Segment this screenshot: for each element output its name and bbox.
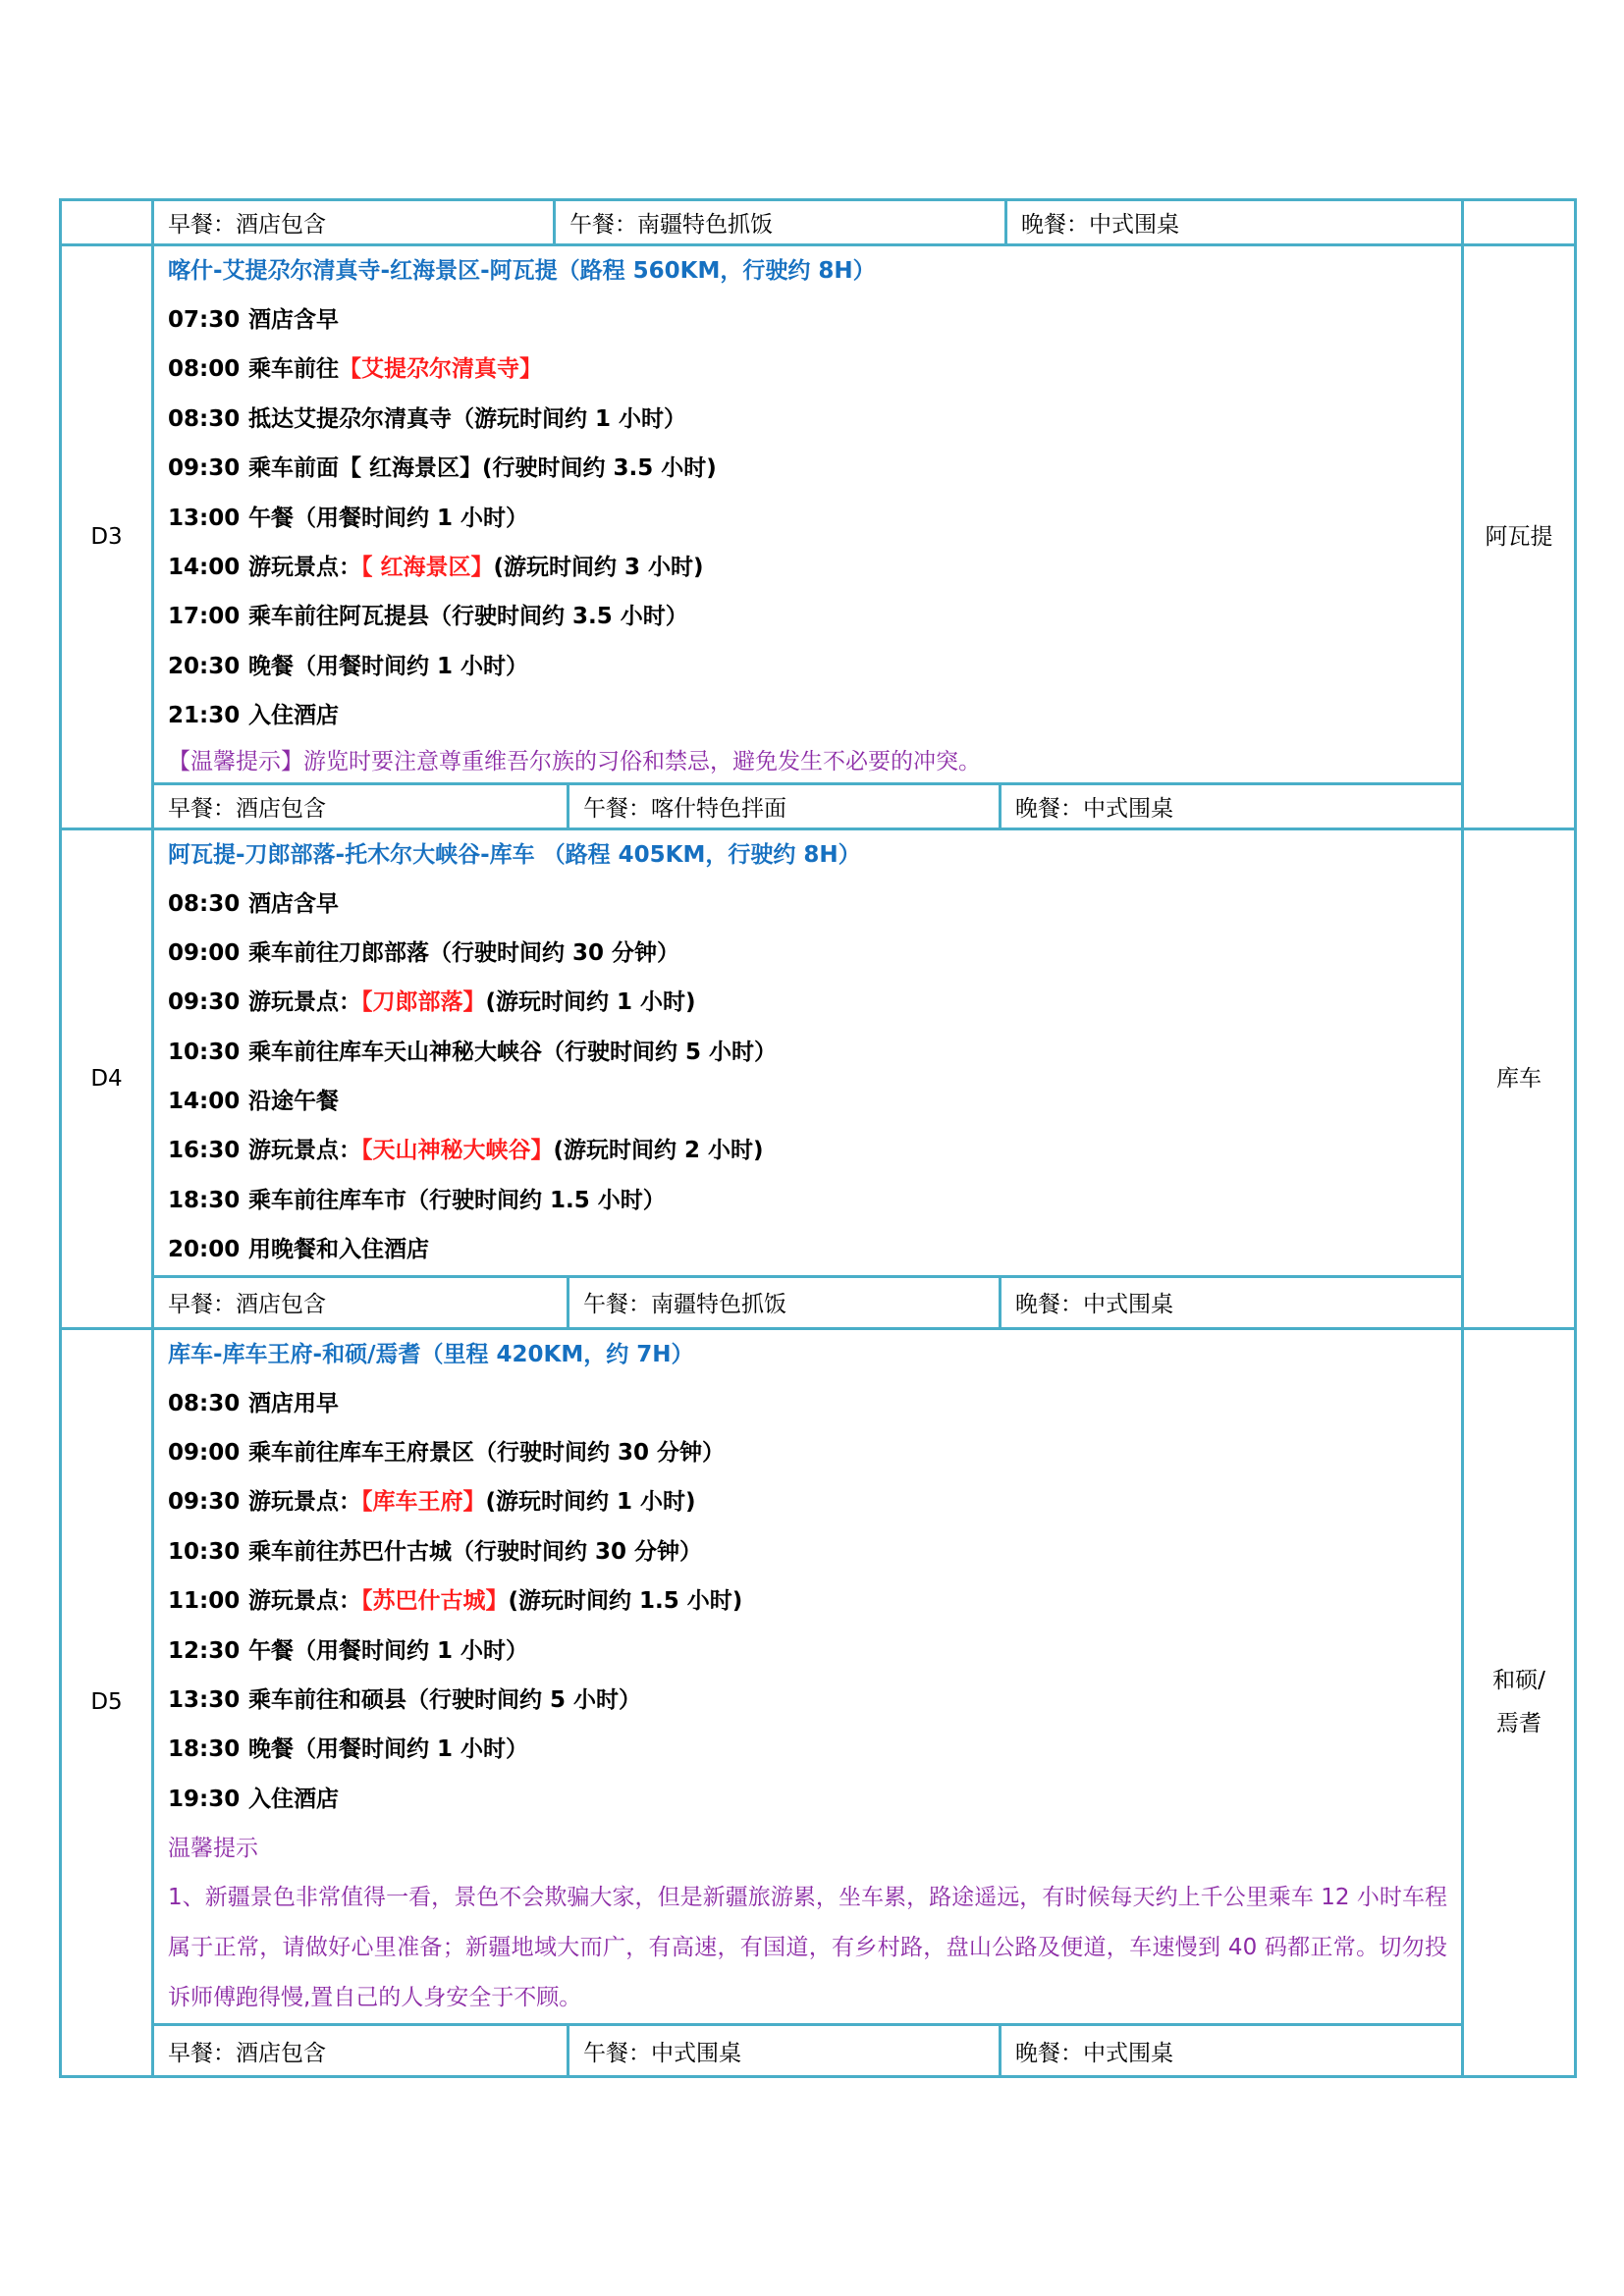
itinerary-table: [59, 198, 1577, 2078]
schedule-item: [168, 929, 1447, 978]
schedule-text: 沿途午餐: [248, 1089, 339, 1115]
schedule-time: 14:00: [168, 554, 241, 580]
schedule-time: 09:30: [168, 989, 241, 1016]
dinner-label: 晚餐：中式围桌: [999, 1278, 1461, 1327]
hotel-label: 库车: [1463, 828, 1576, 1328]
schedule-text: 酒店含早: [248, 890, 339, 917]
highlight-attraction: 【 红海景区】: [361, 554, 494, 580]
day-cell-empty: [61, 200, 153, 245]
hotel-cell-empty: [1463, 200, 1576, 245]
schedule-item: [168, 592, 1447, 641]
schedule-time: 14:00: [168, 1089, 241, 1115]
schedule-text: 入住酒店: [248, 1786, 339, 1812]
schedule-time: 20:30: [168, 653, 241, 679]
schedule-item: [168, 494, 1447, 543]
dinner-label: 晚餐：中式围桌: [999, 2026, 1461, 2075]
schedule-text: 乘车前面【 红海景区】(行驶时间约 3.5 小时): [248, 455, 717, 482]
meal-cell: [153, 200, 1463, 245]
schedule-text: (游玩时间约 1 小时): [485, 989, 696, 1016]
highlight-attraction: 【库车王府】: [361, 1489, 486, 1516]
schedule-item: [168, 1077, 1447, 1126]
schedule-time: 21:30: [168, 703, 241, 729]
highlight-attraction: 【天山神秘大峡谷】: [361, 1138, 554, 1164]
highlight-attraction: 【艾提尕尔清真寺】: [339, 356, 542, 383]
day-label: D3: [61, 245, 153, 829]
breakfast-label: 早餐：酒店包含: [168, 1292, 326, 1318]
schedule-item: [168, 880, 1447, 929]
schedule-item: [168, 395, 1447, 444]
schedule-text: 晚餐（用餐时间约 1 小时）: [248, 1736, 529, 1763]
dinner-label: 晚餐：中式围桌: [999, 785, 1461, 828]
lunch-label: 午餐：南疆特色抓饭: [553, 201, 1004, 243]
schedule-time: 19:30: [168, 1786, 241, 1812]
schedule-item: [168, 642, 1447, 691]
schedule-item: [168, 1725, 1447, 1774]
day-row-d4: [61, 828, 1576, 1276]
schedule-text: 乘车前往苏巴什古城（行驶时间约 30 分钟）: [248, 1538, 703, 1565]
schedule-text: (游玩时间约 2 小时): [553, 1138, 764, 1164]
hotel-label: [1463, 1328, 1576, 2077]
schedule-text: 乘车前往库车天山神秘大峡谷（行驶时间约 5 小时）: [248, 1039, 778, 1065]
schedule-text: 乘车前往: [248, 356, 339, 383]
breakfast-label: 早餐：酒店包含: [168, 212, 326, 238]
schedule-time: 20:00: [168, 1237, 241, 1263]
lunch-label: 午餐：中式围桌: [567, 2026, 999, 2075]
schedule-item: [168, 1428, 1447, 1477]
day-label: D4: [61, 828, 153, 1328]
tip-text: 【温馨提示】游览时要注意尊重维吾尔族的习俗和禁忌，避免发生不必要的冲突。: [168, 748, 981, 774]
schedule-text: 晚餐（用餐时间约 1 小时）: [248, 653, 529, 679]
lunch-label: 午餐：南疆特色抓饭: [567, 1278, 999, 1327]
schedule-time: 13:00: [168, 505, 241, 531]
schedule-item: [168, 1176, 1447, 1225]
hotel-line-2: 焉耆: [1496, 1711, 1542, 1737]
highlight-attraction: 【刀郎部落】: [361, 989, 486, 1016]
schedule-time: 18:30: [168, 1736, 241, 1763]
meal-row-d3: [61, 783, 1576, 828]
schedule-item: [168, 1576, 1447, 1626]
schedule-item: [168, 1126, 1447, 1175]
schedule-time: 09:00: [168, 1440, 241, 1467]
schedule-item: [168, 1225, 1447, 1274]
meal-row-d5: [61, 2025, 1576, 2077]
meal-cell: [153, 783, 1463, 828]
schedule-list: [168, 295, 1447, 741]
schedule-item: [168, 444, 1447, 493]
schedule-text: 入住酒店: [248, 703, 339, 729]
schedule-item: [168, 691, 1447, 740]
schedule-time: 09:30: [168, 455, 241, 482]
schedule-text: (游玩时间约 1.5 小时): [508, 1588, 743, 1615]
schedule-item: [168, 345, 1447, 394]
schedule-time: 16:30: [168, 1138, 241, 1164]
schedule-text: 游玩景点：: [248, 1489, 361, 1516]
schedule-text: 游玩景点：: [248, 1588, 361, 1615]
schedule-text: (游玩时间约 1 小时): [485, 1489, 696, 1516]
schedule-text: 用晚餐和入住酒店: [248, 1237, 429, 1263]
schedule-time: 10:30: [168, 1538, 241, 1565]
schedule-list: [168, 880, 1447, 1275]
schedule-text: 酒店含早: [248, 307, 339, 333]
route-title: 阿瓦提-刀郎部落-托木尔大峡谷-库车 （路程 405KM，行驶约 8H）: [168, 841, 861, 868]
day-label: D5: [61, 1328, 153, 2077]
breakfast-label: 早餐：酒店包含: [168, 2040, 326, 2066]
schedule-time: 09:00: [168, 939, 241, 966]
schedule-item: [168, 1379, 1447, 1428]
schedule-text: 游玩景点：: [248, 989, 361, 1016]
route-title: 库车-库车王府-和硕/焉耆（里程 420KM，约 7H）: [168, 1341, 694, 1367]
schedule-time: 12:30: [168, 1637, 241, 1664]
schedule-item: [168, 1028, 1447, 1077]
schedule-text: (游玩时间约 3 小时): [493, 554, 704, 580]
schedule-text: 酒店用早: [248, 1390, 339, 1416]
breakfast-label: 早餐：酒店包含: [168, 795, 326, 822]
schedule-time: 08:30: [168, 890, 241, 917]
dinner-label: 晚餐：中式围桌: [1004, 201, 1461, 243]
schedule-item: [168, 1775, 1447, 1824]
schedule-time: 08:30: [168, 1390, 241, 1416]
hotel-label: 阿瓦提: [1463, 245, 1576, 829]
tip-body: 1、新疆景色非常值得一看，景色不会欺骗大家，但是新疆旅游累，坐车累，路途遥远，有时候每天约上千公里乘车 12 小时车程属于正常，请做好心里准备；新疆地域大而广，有高速，有国道，有乡村路，盘山公路及便道，车速慢到 40 码都正常。切勿投诉师傅跑得慢,置自己的人身安全于不顾。: [168, 1885, 1447, 2011]
schedule-text: 游玩景点：: [248, 1138, 361, 1164]
day-content: [153, 245, 1463, 784]
day-row-d5: [61, 1328, 1576, 2025]
schedule-item: [168, 1477, 1447, 1526]
schedule-time: 11:00: [168, 1588, 241, 1615]
schedule-text: 乘车前往刀郎部落（行驶时间约 30 分钟）: [248, 939, 680, 966]
schedule-time: 18:30: [168, 1187, 241, 1213]
schedule-item: [168, 1676, 1447, 1725]
meal-cell: [153, 2025, 1463, 2077]
route-title: 喀什-艾提尕尔清真寺-红海景区-阿瓦提（路程 560KM，行驶约 8H）: [168, 258, 876, 284]
schedule-time: 13:30: [168, 1686, 241, 1713]
tip-title: 温馨提示: [168, 1836, 258, 1862]
schedule-time: 08:30: [168, 405, 241, 432]
schedule-text: 乘车前往库车王府景区（行驶时间约 30 分钟）: [248, 1440, 726, 1467]
schedule-list: [168, 1379, 1447, 1825]
schedule-item: [168, 295, 1447, 345]
schedule-item: [168, 1627, 1447, 1676]
schedule-item: [168, 1527, 1447, 1576]
schedule-text: 午餐（用餐时间约 1 小时）: [248, 505, 529, 531]
schedule-time: 09:30: [168, 1489, 241, 1516]
meal-row-d4: [61, 1276, 1576, 1328]
highlight-attraction: 【苏巴什古城】: [361, 1588, 509, 1615]
schedule-text: 乘车前往和硕县（行驶时间约 5 小时）: [248, 1686, 642, 1713]
schedule-time: 10:30: [168, 1039, 241, 1065]
day-content: [153, 1328, 1463, 2025]
schedule-item: [168, 543, 1447, 592]
schedule-time: 08:00: [168, 356, 241, 383]
schedule-text: 乘车前往库车市（行驶时间约 1.5 小时）: [248, 1187, 666, 1213]
lunch-label: 午餐：喀什特色拌面: [567, 785, 999, 828]
schedule-text: 抵达艾提尕尔清真寺（游玩时间约 1 小时）: [248, 405, 687, 432]
day-row-d3: [61, 245, 1576, 784]
schedule-text: 乘车前往阿瓦提县（行驶时间约 3.5 小时）: [248, 604, 688, 630]
schedule-time: 07:30: [168, 307, 241, 333]
top-meal-row: [61, 200, 1576, 245]
schedule-item: [168, 978, 1447, 1027]
day-content: [153, 828, 1463, 1276]
schedule-time: 17:00: [168, 604, 241, 630]
meal-cell: [153, 1276, 1463, 1328]
hotel-line-1: 和硕/: [1492, 1668, 1545, 1694]
schedule-text: 游玩景点：: [248, 554, 361, 580]
schedule-text: 午餐（用餐时间约 1 小时）: [248, 1637, 529, 1664]
